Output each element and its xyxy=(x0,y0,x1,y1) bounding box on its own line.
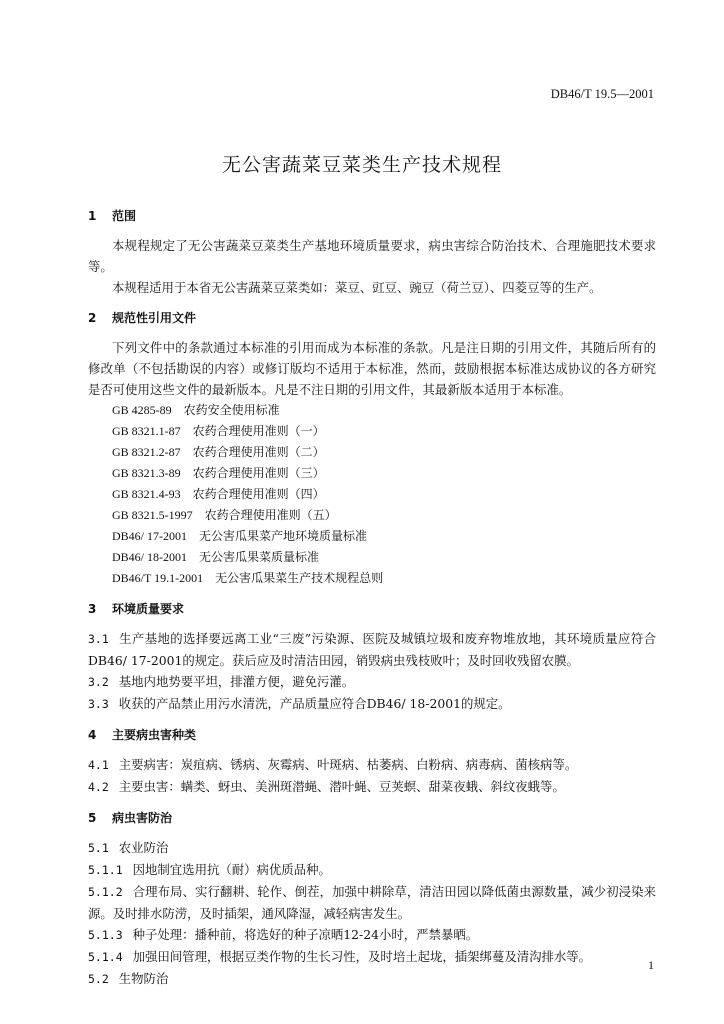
section-title: 环境质量要求 xyxy=(112,602,185,616)
clause: 5.1.3 种子处理：播种前，将选好的种子凉晒12-24小时，严禁暴晒。 xyxy=(88,927,479,942)
reference-list xyxy=(88,400,656,589)
page-number: 1 xyxy=(648,958,654,972)
reference-item: DB46/T 19.1-2001 无公害瓜果菜生产技术规程总则 xyxy=(112,571,384,585)
section-number: 2 xyxy=(88,311,97,325)
clause: 4.2 主要虫害：螨类、蚜虫、美洲斑潜蝇、潜叶蝇、豆荚螟、甜菜夜蛾、斜纹夜蛾等。 xyxy=(88,779,565,794)
paragraph: 下列文件中的条款通过本标准的引用而成为本标准的条款。凡是注日期的引用文件，其随后所有的修改单（不包括勘误的内容）或修订版均不适用于本标准，然而，鼓励根据本标准达成协议的各方研究是否可使用这些文件的最新版本。凡是不注日期的引用文件，其最新版本适用于本标准。 xyxy=(88,340,656,397)
section-title: 病虫害防治 xyxy=(112,811,173,825)
clause: 5.1.2 合理布局、实行翻耕、轮作、倒茬，加强中耕除草，清洁田园以降低菌虫源数量，减少初浸染来源。及时排水防涝，及时插架，通风降湿，减轻病害发生。 xyxy=(88,884,656,921)
section-1-heading xyxy=(88,206,656,227)
clause: 5.1 农业防治 xyxy=(88,840,169,855)
section-title: 主要病虫害种类 xyxy=(112,728,197,742)
section-number: 5 xyxy=(88,811,97,825)
clause: 5.2 生物防治 xyxy=(88,971,169,986)
reference-item: GB 8321.4-93 农药合理使用准则（四） xyxy=(112,487,325,501)
section-4-heading xyxy=(88,725,656,746)
section-title: 规范性引用文件 xyxy=(112,311,197,325)
section-number: 4 xyxy=(88,728,97,742)
reference-item: GB 8321.1-87 农药合理使用准则（一） xyxy=(112,424,325,438)
clause: 4.1 主要病害：炭疽病、锈病、灰霉病、叶斑病、枯萎病、白粉病、病毒病、菌核病等。 xyxy=(88,757,578,772)
section-5-heading xyxy=(88,808,656,829)
reference-item: DB46/ 18-2001 无公害瓜果菜质量标准 xyxy=(112,550,320,564)
section-title: 范围 xyxy=(112,209,137,223)
clause: 3.3 收获的产品禁止用污水清洗，产品质量应符合DB46/ 18-2001的规定。 xyxy=(88,696,511,711)
reference-item: GB 8321.5-1997 农药合理使用准则（五） xyxy=(112,508,337,522)
clause: 3.2 基地内地势要平坦，排灌方便，避免污灌。 xyxy=(88,674,355,689)
paragraph: 本规程适用于本省无公害蔬菜豆菜类如：菜豆、豇豆、豌豆（荷兰豆）、四菱豆等的生产。 xyxy=(112,280,602,295)
paragraph: 本规程规定了无公害蔬菜豆菜类生产基地环境质量要求，病虫害综合防治技术、合理施肥技术要求等。 xyxy=(88,238,656,274)
clause: 5.1.1 因地制宜选用抗（耐）病优质品种。 xyxy=(88,862,331,877)
reference-item: GB 8321.2-87 农药合理使用准则（二） xyxy=(112,445,325,459)
clause: 5.1.4 加强田间管理，根据豆类作物的生长习性，及时培土起垅，插架绑蔓及清沟排水等。 xyxy=(88,949,592,964)
clause: 3.1 生产基地的选择要远离工业“三废”污染源、医院及城镇垃圾和废弃物堆放地，其环境质量应符合DB46/ 17-2001的规定。获后应及时清洁田园，销毁病虫残枝败叶；及时回收残留农膜。 xyxy=(88,631,656,668)
reference-item: DB46/ 17-2001 无公害瓜果菜产地环境质量标准 xyxy=(112,529,368,543)
section-3-heading xyxy=(88,599,656,620)
reference-item: GB 8321.3-89 农药合理使用准则（三） xyxy=(112,466,325,480)
reference-item: GB 4285-89 农药安全使用标准 xyxy=(112,403,280,417)
section-number: 1 xyxy=(88,209,97,223)
section-number: 3 xyxy=(88,602,97,616)
document-title: 无公害蔬菜豆菜类生产技术规程 xyxy=(221,154,502,176)
document-code: DB46/T 19.5—2001 xyxy=(550,87,654,101)
section-2-heading xyxy=(88,308,656,329)
document-body xyxy=(88,206,656,990)
